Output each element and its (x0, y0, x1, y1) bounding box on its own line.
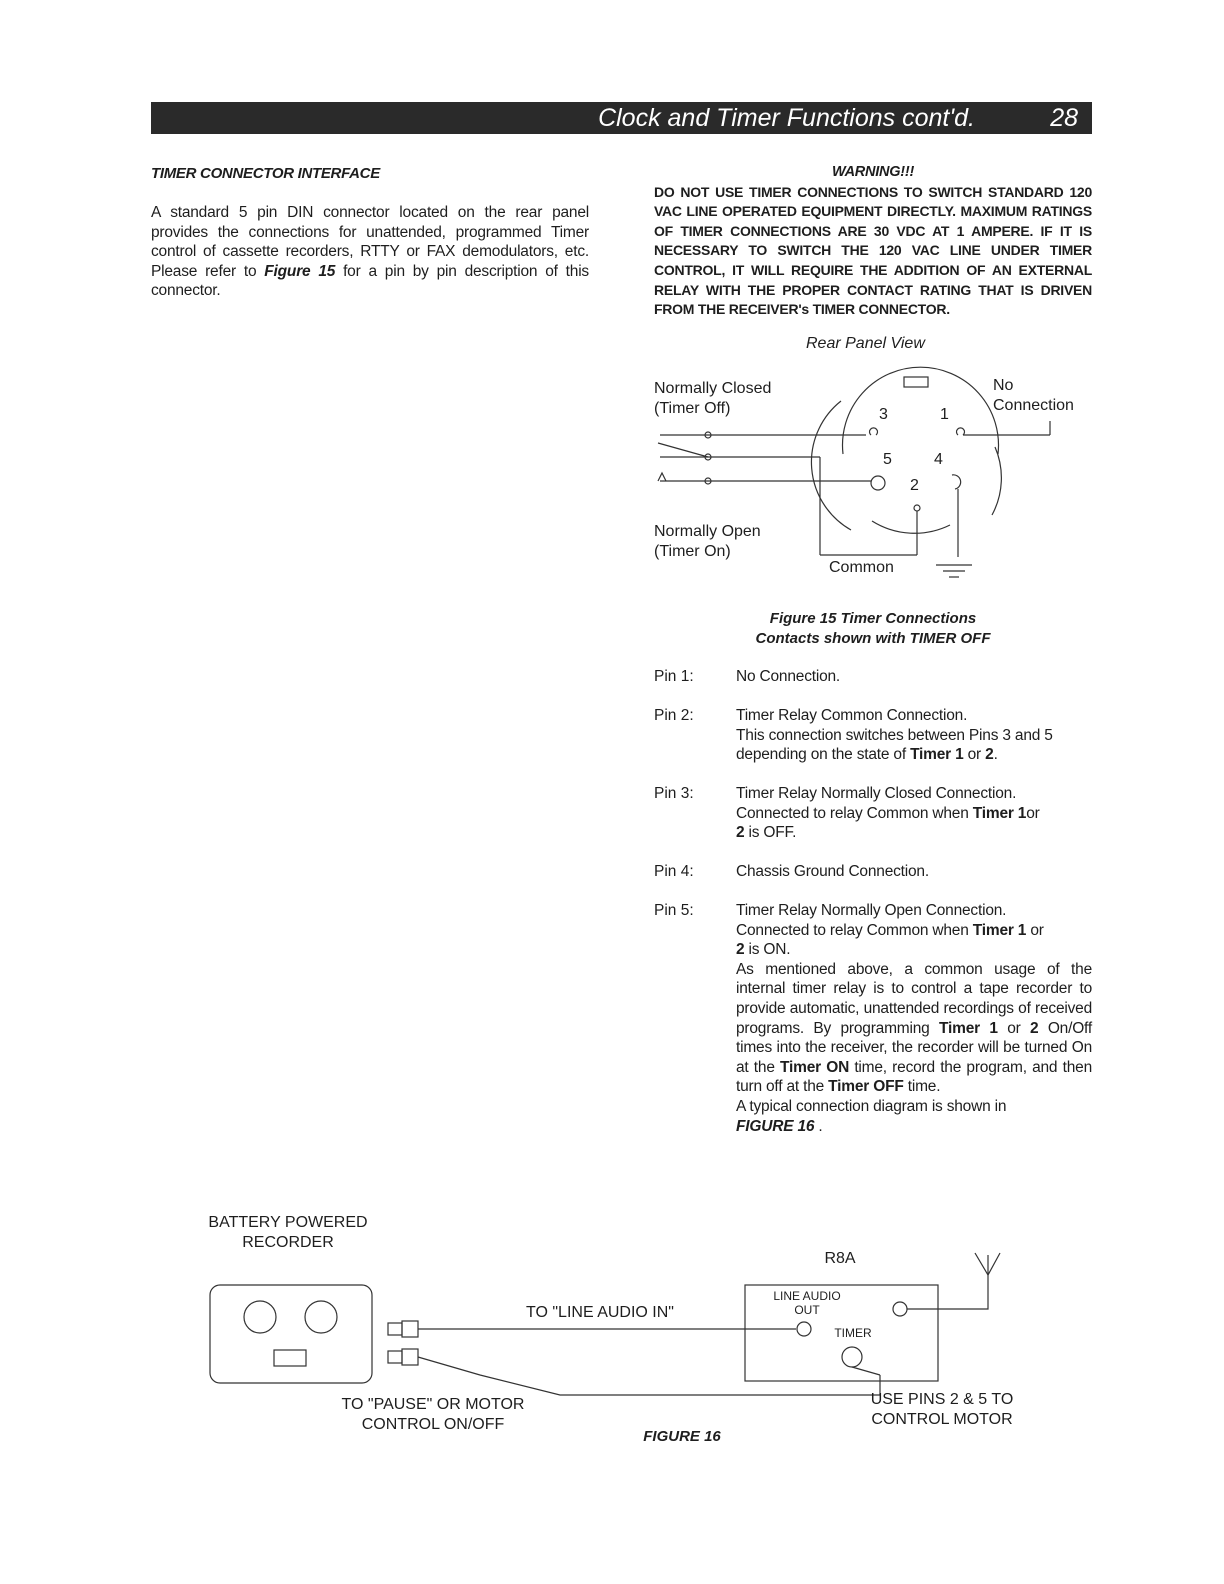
bold-text: Timer 1 (910, 746, 964, 764)
timer-off-label: (Timer Off) (654, 400, 731, 417)
recorder-body (210, 1285, 372, 1383)
section-header-title: Clock and Timer Functions cont'd. (598, 104, 975, 132)
pin-5-number: 5 (883, 451, 892, 468)
intro-text: A standard 5 pin DIN connector located on the rear panel provides the connections for unattended, programmed Timer control of cassette recorders, RTTY or FAX demodulators, etc. Please refer to (151, 204, 589, 280)
bold-text: Timer 1 (939, 1019, 998, 1037)
no-connection-label-1: No (993, 377, 1014, 394)
bold-text: Timer OFF (828, 1078, 904, 1096)
timer-label: TIMER (834, 1326, 872, 1340)
text: is OFF. (744, 824, 797, 842)
connector-key-notch (904, 377, 928, 387)
text: or (963, 746, 986, 764)
bold-text: Timer 1 (972, 921, 1027, 939)
common-label: Common (829, 559, 894, 576)
use-pins-line-1: USE PINS 2 & 5 TO (870, 1391, 1014, 1408)
pin-description (736, 901, 1092, 1136)
warning-title: WARNING!!! (831, 164, 915, 180)
timer-on-label: (Timer On) (654, 543, 731, 560)
pin-3-line-2 (736, 804, 1092, 843)
audio-plug (388, 1323, 402, 1335)
text: or (1026, 921, 1044, 939)
line-audio-in-label: TO "LINE AUDIO IN" (526, 1304, 674, 1321)
pin-1-row (654, 667, 1092, 687)
warning-block (654, 163, 1092, 320)
pause-label-line-1: TO "PAUSE" OR MOTOR (341, 1396, 525, 1413)
bold-text: 2 (736, 941, 745, 959)
pin-3-line-1: Timer Relay Normally Closed Connection. (736, 785, 1017, 802)
line-audio-out-line-1: LINE AUDIO (773, 1289, 841, 1303)
motor-control-cable (418, 1357, 880, 1395)
timer-jack (842, 1347, 862, 1367)
pin-5-figure-reference (736, 1097, 1092, 1136)
pin-label: Pin 5: (654, 902, 694, 919)
pin-description (736, 706, 1092, 765)
pin-description: No Connection. (736, 668, 841, 685)
pin-5-usage-paragraph (736, 960, 1092, 1097)
section-title: TIMER CONNECTOR INTERFACE (151, 165, 380, 182)
figure-16-reference: FIGURE 16 (736, 1117, 815, 1135)
intro-paragraph (151, 203, 589, 301)
pin-label: Pin 4: (654, 863, 694, 880)
figure-15-caption: Figure 15 Timer Connections (769, 610, 977, 627)
text: time, record the program, and then turn off at the (736, 1058, 1092, 1096)
pin-1-circle (957, 428, 965, 435)
text: A typical connection diagram is shown in (736, 1097, 1007, 1115)
pin-4-circle (952, 475, 961, 489)
figure-16-caption: FIGURE 16 (643, 1428, 721, 1445)
pin-2-line-2 (736, 726, 1092, 765)
text: is ON. (744, 941, 791, 959)
pin-3-number: 3 (879, 406, 888, 423)
text: time. (903, 1078, 941, 1096)
din-connector-outline (843, 367, 999, 454)
bold-text: 2 (736, 824, 745, 842)
recorder-reel-left (244, 1301, 276, 1333)
pin-2-number: 2 (910, 477, 919, 494)
pin-5-circle (871, 476, 885, 490)
pin-1-number: 1 (940, 406, 949, 423)
warning-text: DO NOT USE TIMER CONNECTIONS TO SWITCH STANDARD 120 VAC LINE OPERATED EQUIPMENT DIRECTLY. MAXIMUM RATINGS OF TIMER CONNECTIONS ARE 30 VDC AT 1 AMPERE. IF IT IS NECESSARY TO SWITCH THE 120 VAC LINE UNDER TIMER CONTROL, IT WILL REQUIRE THE ADDITION OF AN EXTERNAL RELAY WITH THE PROPER CONTACT RATING THAT IS DRIVEN FROM THE RECEIVER's TIMER CONNECTOR. (654, 183, 1092, 318)
pin-4-number: 4 (934, 451, 943, 468)
text: This connection switches between Pins 3 and 5 depending on the state of (736, 726, 1053, 764)
pin-5-line-2 (736, 921, 1092, 960)
pause-control-label (318, 1395, 548, 1434)
pin-label: Pin 2: (654, 707, 694, 724)
pin-2-line-1: Timer Relay Common Connection. (736, 707, 968, 724)
pin-label: Pin 3: (654, 785, 694, 802)
text: On/Off times into the receiver, the recorder will be turned On at the (736, 1019, 1092, 1076)
page-number: 28 (1050, 104, 1078, 132)
bold-text: 2 (985, 746, 994, 764)
bold-text: Timer 1 (972, 804, 1027, 822)
recorder-window (274, 1350, 306, 1366)
pause-plug (388, 1351, 402, 1363)
section-header-bar (151, 102, 1092, 134)
rear-panel-view-label: Rear Panel View (806, 335, 925, 352)
use-pins-label (852, 1390, 1032, 1429)
intro-text-end: for a pin by pin description of this connector. (151, 262, 589, 300)
no-connection-label-2: Connection (993, 397, 1074, 414)
pin-4-row (654, 862, 1092, 882)
bold-text: 2 (1029, 1019, 1039, 1037)
text: . (814, 1117, 823, 1135)
text: Connected to relay Common when (736, 921, 973, 939)
recorder-label-line-1: BATTERY POWERED (208, 1214, 368, 1231)
pin-5-line-1: Timer Relay Normally Open Connection. (736, 902, 1007, 919)
pin-2-circle (914, 505, 920, 511)
line-audio-out-label (762, 1289, 852, 1317)
text: As mentioned above, a common usage of the internal timer relay is to control a tape recorder to provide automatic, unattended recordings of received programs. By programming (736, 960, 1092, 1037)
pin-5-row (654, 901, 1092, 1161)
normally-closed-label: Normally Closed (654, 380, 772, 397)
antenna-jack (893, 1302, 907, 1316)
text: . (993, 746, 998, 764)
pause-label-line-2: CONTROL ON/OFF (361, 1415, 505, 1433)
antenna-cable (907, 1275, 988, 1309)
text: Connected to relay Common when (736, 804, 973, 822)
pin-3-row (654, 784, 1092, 844)
text: or (1026, 804, 1040, 822)
relay-switch-arm (658, 443, 708, 457)
pin-2-row (654, 706, 1092, 766)
use-pins-line-2: CONTROL MOTOR (871, 1410, 1013, 1428)
bold-text: Timer ON (780, 1058, 850, 1076)
receiver-label: R8A (824, 1250, 856, 1267)
pin-label: Pin 1: (654, 668, 694, 685)
line-audio-out-line-2: OUT (794, 1303, 820, 1317)
pin-description: Chassis Ground Connection. (736, 863, 929, 880)
figure-15-subcaption: Contacts shown with TIMER OFF (755, 630, 991, 647)
recorder-label-line-2: RECORDER (242, 1233, 334, 1251)
text: or (997, 1019, 1030, 1037)
recorder-reel-right (305, 1301, 337, 1333)
pin-3-circle (870, 428, 878, 435)
figure-15-reference: Figure 15 (264, 262, 336, 280)
pin-description (736, 784, 1092, 843)
normally-open-label: Normally Open (654, 523, 761, 540)
